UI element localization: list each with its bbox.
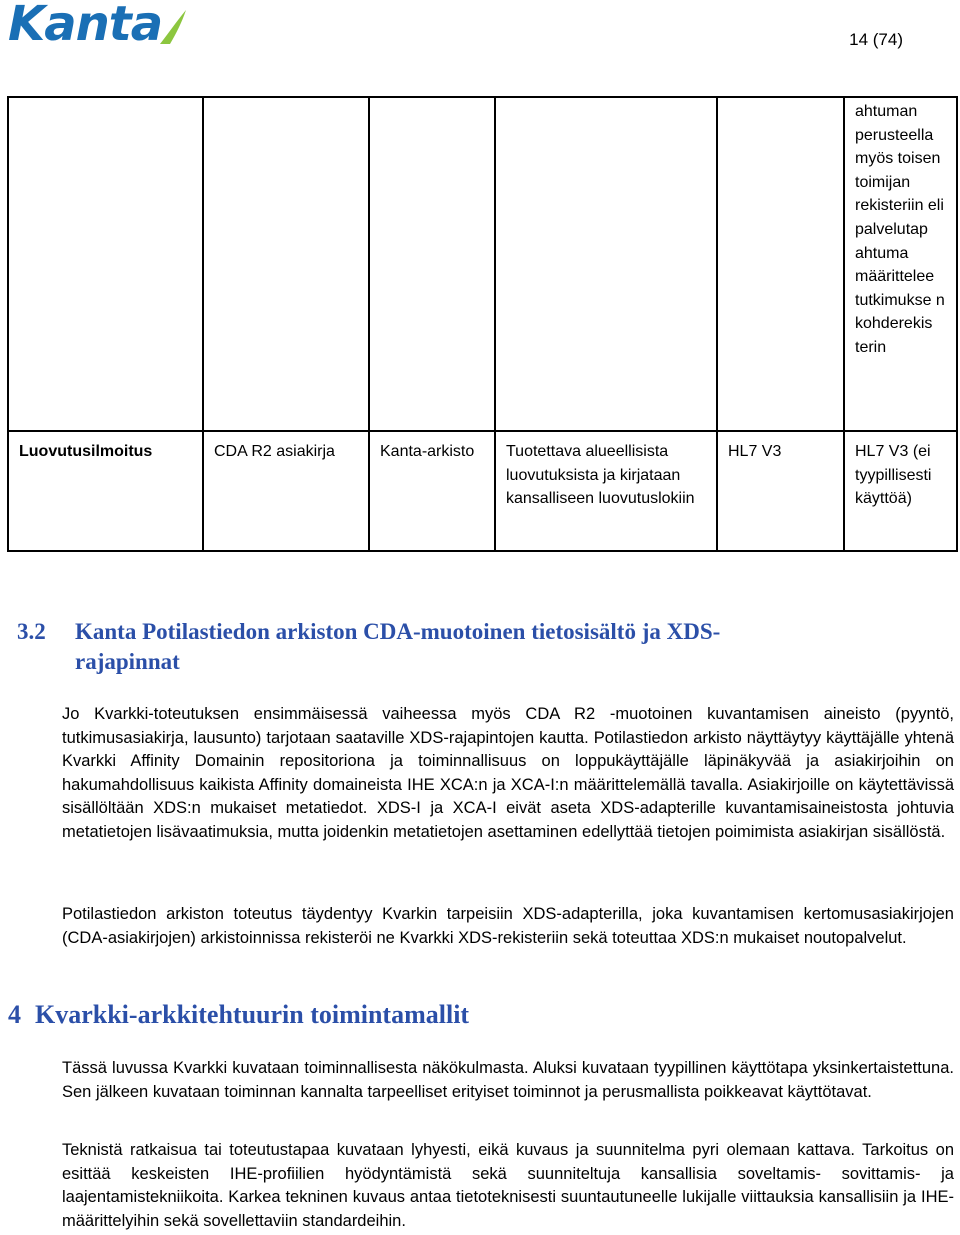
- table-cell: [495, 97, 717, 431]
- chapter-number: 4: [8, 1000, 21, 1029]
- table-row: [8, 431, 957, 551]
- section-title-line1: Kanta Potilastiedon arkiston CDA-muotoinen tietosisältö ja XDS-: [75, 619, 721, 644]
- table-cell: [8, 97, 203, 431]
- table-cell: [717, 97, 844, 431]
- page-number: 14 (74): [849, 30, 903, 49]
- table-row: [8, 97, 957, 431]
- table-cell: Tuotettava alueellisista luovutuksista ja kirjataan kansalliseen luovutuslokiin: [495, 431, 717, 551]
- table-cell: ahtuman perusteella myös toisen toimijan rekisteriin eli palvelutap ahtuma määrittelee tutkimukse n kohderekis terin: [844, 97, 957, 431]
- table-cell: HL7 V3: [717, 431, 844, 551]
- table-cell: [369, 97, 495, 431]
- kanta-logo: [8, 2, 183, 52]
- table-cell: [203, 97, 369, 431]
- table-cell: CDA R2 asiakirja: [203, 431, 369, 551]
- paragraph: Tässä luvussa Kvarkki kuvataan toiminnallisesta näkökulmasta. Aluksi kuvataan tyypillinen käyttötapa yksinkertaistettuna. Sen jälkeen kuvataan toiminnan kannalta tarpeelliset erityiset toiminnot ja perusmallista poikkeavat käyttötavat.: [62, 1059, 954, 1101]
- section-number: 3.2: [17, 619, 46, 644]
- paragraph: Jo Kvarkki-toteutuksen ensimmäisessä vaiheessa myös CDA R2 -muotoinen kuvantamisen aineisto (pyyntö, tutkimusasiakirja, lausunto) tarjotaan saataville XDS-rajapintojen kautta. Potilastiedon arkisto näyttäytyy käyttäjälle yhtenä Kvarkki Affinity Domainin repositoriona ja toiminnallisuus on loppukäyttäjälle läpinäkyvää ja asiakirjoihin on hakumahdollisuus kaikista Affinity domaineista IHE XCA:n ja XCA-I:n määrittelemällä tavalla. Asiakirjoille on käytettävissä sisällöltään XDS:n mukaiset metatiedot. XDS-I ja XCA-I eivät aseta XDS-adapterille kuvantamisaineistosta johtuvia metatietojen lisävaatimuksia, mutta joidenkin metatietojen asettaminen edellyttää tietojen poimimista asiakirjan sisällöstä.: [62, 705, 954, 841]
- logo-swoosh-icon: [158, 8, 188, 46]
- section-heading-3-2: [17, 617, 720, 677]
- table-cell: Kanta-arkisto: [369, 431, 495, 551]
- logo-wordmark: Kanta: [8, 0, 163, 52]
- chapter-heading-4: [8, 998, 469, 1032]
- paragraph: Teknistä ratkaisua tai toteutustapaa kuvataan lyhyesti, eikä kuvaus ja suunnitelma pyri olemaan kattava. Tarkoitus on esittää keskeisten IHE-profiilien hyödyntämistä sekä suunniteltuja kansallisia soveltamis- sovittamis- ja laajentamistekniikoita. Karkea tekninen kuvaus antaa tietoteknisesti suuntautuneelle lukijalle viittauksia kansallisiin ja IHE-määrittelyihin sekä sovellettaviin standardeihin.: [62, 1141, 954, 1230]
- table-cell: HL7 V3 (ei tyypillisesti käyttöä): [844, 431, 957, 551]
- chapter-title: Kvarkki-arkkitehtuurin toimintamallit: [35, 1000, 470, 1029]
- table-cell: Luovutusilmoitus: [8, 431, 203, 551]
- document-table: [7, 96, 958, 552]
- paragraph: Potilastiedon arkiston toteutus täydentyy Kvarkin tarpeisiin XDS-adapterilla, joka kuvantamisen kertomusasiakirjojen (CDA-asiakirjojen) arkistoinnissa rekisteröi ne Kvarkki XDS-rekisteriin sekä toteuttaa XDS:n mukaiset noutopalvelut.: [62, 905, 954, 947]
- section-title-line2: rajapinnat: [75, 649, 180, 674]
